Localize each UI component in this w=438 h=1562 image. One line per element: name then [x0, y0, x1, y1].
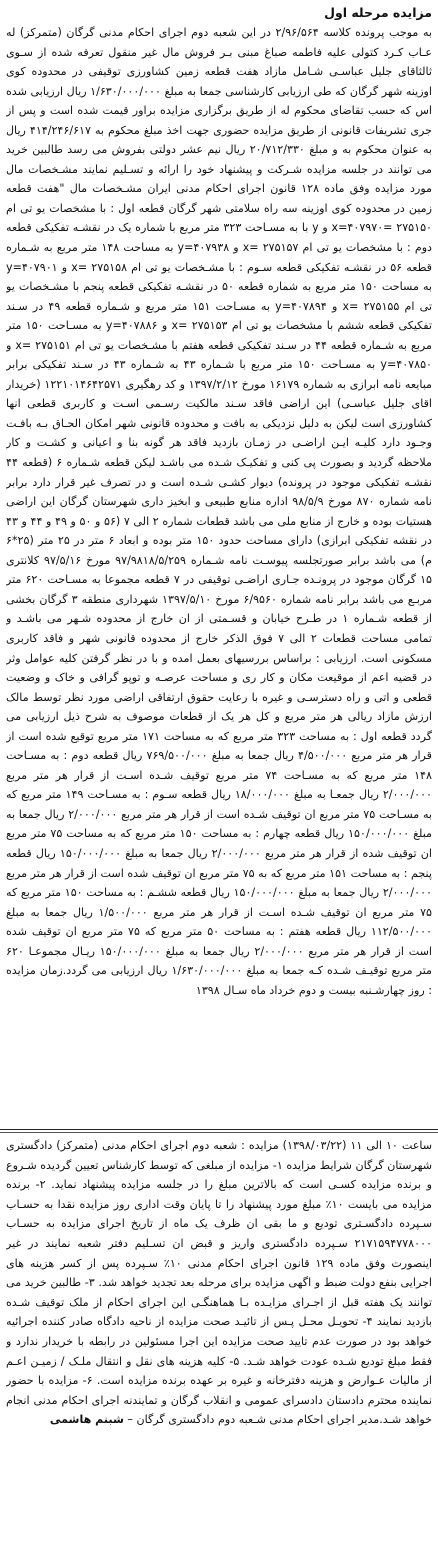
notice-body: به موجب پرونده کلاسه ۲/۹۶/۵۶۴ در این شعبه دوم اجرای احکام مدنی گرگان (متمرکز) له عـاب کـرد کتولی علیه فاطمه صباغ مبنی بـر فروش مال غیر منقول تعرفه شده از سـوی ثالثاقای جلیل عباسـی شـامل مازاد هفت قطعه زمین کشاورزی توقیفی در محدوده کوی اوزینه شهر گرگان که طی ارزیابی کارشناسی جمعا به مبلغ ۱/۶۳۰/۰۰۰/۰۰۰ ریال ارزیابی شده اس که حسب تقاضای محکوم له از طریق برگزاری مزایده براور قیمت شده است و پس از جری تشریفات قانونی از طریق مزایده حضوری جهت اخذ مبلغ محکوم به ۴۱۴/۲۴۶/۶۱۷ ریال به عنوان محکوم به و مبلغ ۲۰/۷۱۲/۳۳۰ ریال نیم عشر دولتی بفروش می رسد طالبین خرید می توانند در جلسه مزایده شـرکت و پیشنهاد خود را ارائه و تسـلیم نمایند مشـخصات مال مورد مزایده وفق ماده ۱۲۸ قانون اجرای احکام مدنی ایران مشـخصات مال "هفت قطعه زمین در محدوده کوی اوزینه سه راه سلامتی شهر گرگان قطعه اول : با مشخصات یو تی ام ۲۷۵۱۵۰ =x=۴۰۷۹۷۰ و y با به مسـاحت ۳۲۳ متر مربع با شماره یک در نقشـه تفکیکی قطعه دوم : با مشخصات یو تی ام ۲۷۵۱۵۷ =x و y=۴۰۷۹۳۸ به مساحت ۱۴۸ متر مربع به شـماره قطعه ۵۶ در نقشـه تفکیکی قطعه سـوم : با مشـخصات یو تی ام ۲۷۵۱۵۸ =x و y=۴۰۷۹۰۱ به مساحت ۱۵۰ متر مربع به شماره قطعه ۵۰ در نقشـه تفکیکی قطعه پنجم با مشـخصات یو تی ام ۲۷۵۱۵۵ =x و y=۴۰۷۸۹۴ به مسـاحت ۱۵۱ متر مربع و شـماره قطعه ۴۹ در سـند تفکیکی قطعه ششم با مشخصات یو تی ام ۲۷۵۱۵۳ =x و y=۴۰۷۸۸۶ به مسـاحت ۱۵۰ متر مربع به شـماره قطعه ۴۴ در سـند تفکیکی قطعه هفتم با مشـخصات یو تی ام ۲۷۵۱۵۱ =x و y=۴۰۷۸۵۰ به مسـاحت ۱۵۰ متر مربع با شـماره ۴۳ به شـماره ۴۳ در سـند تفکیکی برابر مبایعه نامه ابرازی به شماره ۱۶۱۷۹ مورخ ۱۳۹۷/۲/۱۲ و کد رهگیری ۱۲۲۱۰۱۴۶۴۲۵۷۱ (خریدار اقای جلیل عباسـی) این اراضی فاقد سـند مالکیت رسـمی اسـت و کاربری قطعی انها کشاورزی است لیکن به دلیل نزدیکی به بافت و محدوده قانونی شهر امکان الحـاق بـه بافـت وجـود دارد کلیـه ایـن اراضـی در زمـان بازدید فاقد هر گونه بنا و اعیانی و کشـت و کار ملاحظه گردید و بصورت پی کنی و تفکیـک شـده می باشـد لیکن قطعه شـماره ۶ (قطعه ۴۴ نقشـه تفکیکی موجود در پرونده) دیوار کشـی شـده است و در تصرف غیر قرار دارد برابر نامه شماره ۸۷۰ مورخ ۹۸/۵/۹ اداره منابع طبیعی و ابخیز داری شهرستان گرگان این اراضی هستیات بوده و خارج از منابع ملی می باشد قطعات شماره ۲ الی ۷ (۵۶ و ۵۰ و ۴۹ و ۴۴ و ۴۳ در نقشه تفکیکی ابرازی) دارای مساحت حدود ۱۵۰ متر بوده و ابعاد ۶ متر در ۲۵ متر (۲۵*۶ م) می باشد برابر صورتجلسه پیوسـت نامه شـماره ۹۷/۹۸۱۸/۵/۲۵۹ مورخ ۹۷/۵/۱۶ کلانتری ۱۵ گرگان موجود در پرونـده جـاری اراضـی توقیفی در ۷ قطعه مجموعا به مسـاحت ۶۲۰ متر مربـع می باشد برابر نامه شماره ۶/۹۵۶۰ مورخ ۱۳۹۷/۵/۱۰ شهرداری منطقه ۳ گرگان بخشی از قطعه شـماره ۱ در طـرح خیابان و قسـمتی از ان خارج از محدوده شـهر می باشـد و تمامی مساحت قطعات ۲ الی ۷ فوق الذکر خارج از محدوده قانونی شهر و فاقد کاربری مسکونی است. ارزیابی : براساس بررسیهای بعمل امده و با در نظر گرفتن کلیه عوامل وثر در قضیه اعم از موقیعت مکان و کار ری و مساحت عرصـه و توپو گرافی و خاک و وضعیت قطعی و اتی و راه دسترسـی و غیره با رعایت حقوق ارتفاقی اراضی مورد نظر توسط مالک ارزش مازاد ریالی هر متر مربع و کل هر یک از قطعات موصوف به شرح ذیل ارزیابی می گردد قطعه اول : به مساحت ۳۲۳ متر مربع که به مساحت ۱۷۱ متر مربع توقیع شده است از قرار هر متر مربع ۴/۵۰۰/۰۰۰ ریال جمعا به مبلغ ۷۶۹/۵۰۰/۰۰۰ ریال قطعه دوم : به مسـاحت ۱۴۸ متر مربع که به مسـاحت ۷۴ متر مربع توقیف شـده اسـت از قرار هر متر مربع ۲/۰۰۰/۰۰۰ ریال جمعـا به مبلغ ۱۸/۰۰۰/۰۰۰ ریال قطعه سـوم : به مسـاحت ۱۴۹ متر مربع که به مسـاحت ۷۵ متر مربع ان توقیف شـده است از قرار هر متر مربع ۲/۰۰۰/۰۰۰ ریال جمعا به مبلغ ۱۵۰/۰۰۰/۰۰۰ ریال قطعه چهارم : به مساحت ۱۵۰ متر مربع که به مساحت ۷۵ متر مربع ان توقیف شده از قرار هر متر مربع ۲/۰۰۰/۰۰۰ ریال جمعا به مبلغ ۱۵۰/۰۰۰/۰۰۰ ریال قطعه پنجم : به مساحت ۱۵۱ متر مربع که به ۷۵ متر مربع ان توقیف شده است از قرار هر متر مربع ۲/۰۰۰/۰۰۰ ریال جمعا به مبلغ ۱۵۰/۰۰۰/۰۰۰ ریال قطعه ششـم : به مساحت ۱۵۰ متر مربع که ۷۵ متر مربع ان توقیف شـده اسـت از قرار هر متر مربع ۱/۵۰۰/۰۰۰ ریال جمعا به مبلغ ۱۱۲/۵۰۰/۰۰۰ ریال قطعه هفتم : به مساحت ۵۰ متر مربع که ۷۵ متر مربع ان توقیف شده است از قرار هر متر مربع ۲/۰۰۰/۰۰۰ ریال جمعا به مبلغ ۱۵۰/۰۰۰/۰۰۰ ریـال مجموعـا ۶۲۰ متر مربع توقیـف شـده کـه جمعا به مبلغ ۱/۶۳۰/۰۰۰/۰۰۰ ریال ارزیابی می گردد.زمان مزایده : روز چهارشـنبه بیست و دوم خرداد ماه سـال ۱۳۹۸ — [6, 26, 432, 997]
conditions-text: ساعت ۱۰ الی ۱۱ (۱۳۹۸/۰۳/۲۲) مزایده : شعبه دوم اجرای احکام مدنی (متمرکز) دادگستری شهرستان گرگان شرایط مزایده ۱- مزایده از مبلغی که توسط کارشناس تعیین گردیده شـروع و برنده مزایده کسـی است که بالاترین مبلغ را در جلسه مزایده پیشنهاد نماید. ۲- برنده مزایده می بایست ۱۰٪ مبلغ مورد پیشنهاد را تا پایان وقت اداری روز مزایده نقدا به حسـاب سـپرده دادگسـتری تودیع و ما بقی ان ظرف یک ماه از تاریخ اجرای مزایده به حسـاب ۲۱۷۱۵۹۴۷۷۸۰۰۰ سـپرده دادگستری واریز و قبض ان تسـلیم دفتر شعبه نمایند در غیر اینصورت وفق ماده ۱۲۹ قانون اجرای احکام مدنی ۱۰٪ سـپرده پس از کسر هزینه های اجرایی بنفع دولت ضبط و اگهی مزایده برای مرحله بعد تجدید خواهد شد. ۳- طالبین خرید می توانند یک هفته قبل از اجـرای مزایـده بـا هماهنگـی این اجرای احکام از ملک توقیف شـده بازدید نمایند ۴- تحویـل محـل پـس از تائیـد صحت مزایده از ناحیه دادگاه صادر کننده اجرائیه خواهد بود در صورت عدم تایید صحت مزایده این اجرا مسئولین در رابطه با خریدار ندارد و فقط مبلغ تودیع شـده عودت خواهد شـد. ۵- کلیه هزینه های نقل و انتقال ملـک / زمیـن اعـم از مالیات عـوارض و هزینه دفترخانه و غیره بر عهده برنده مزایده است. ۶- مزایده با حضور نماینده محترم دادستان دادسرای عمومی و انقلاب گرگان و تمایندنه اجرای احکام مدنی انجام خواهد شـد.مدیر اجرای احکام مدنی شـعبه دوم دادگستری گرگان – — [6, 1139, 432, 1427]
auction-conditions — [6, 1136, 432, 1556]
signature-name: شبنم هاشمی — [49, 1413, 124, 1427]
notice-title: مزایده مرحله اول — [324, 5, 432, 20]
section-divider — [0, 1126, 438, 1134]
